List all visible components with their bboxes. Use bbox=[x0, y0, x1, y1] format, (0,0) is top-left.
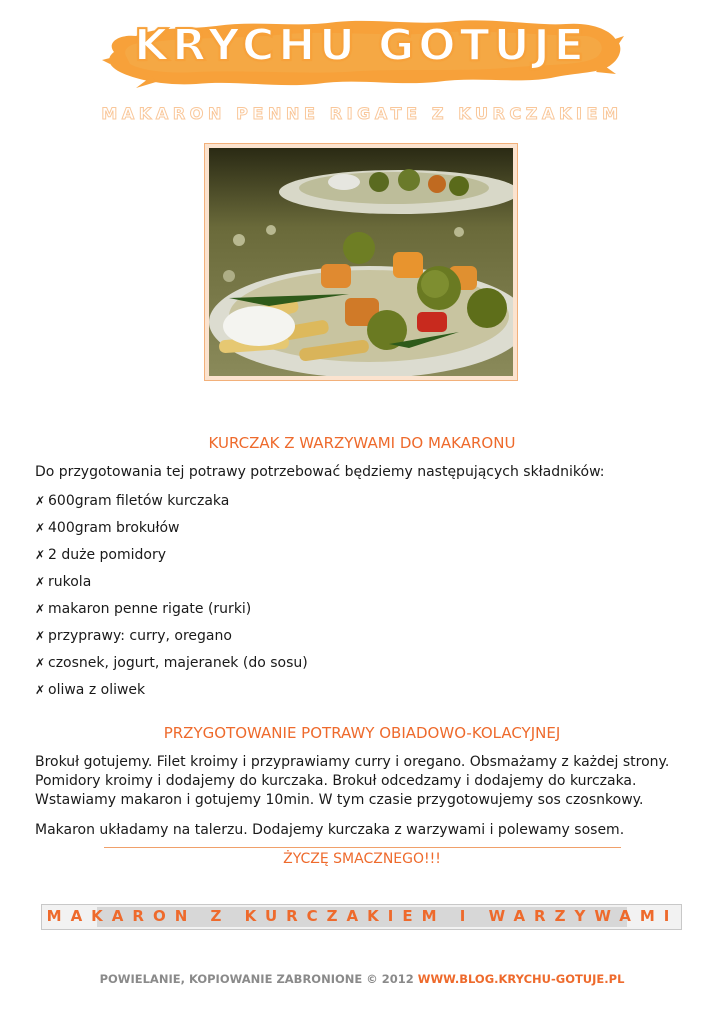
logo-text: KRYCHU GOTUJE bbox=[134, 20, 588, 71]
cross-bullet-icon: ✗ bbox=[35, 629, 46, 643]
preparation-title: PRZYGOTOWANIE POTRAWY OBIADOWO-KOLACYJNEJ bbox=[163, 724, 561, 742]
list-item bbox=[35, 681, 655, 708]
dish-photo bbox=[204, 143, 518, 381]
cross-bullet-icon: ✗ bbox=[35, 602, 46, 616]
recipe-title: KURCZAK Z WARZYWAMI DO MAKARONU bbox=[208, 434, 516, 452]
list-item bbox=[35, 600, 655, 627]
ingredient-text: rukola bbox=[48, 574, 92, 590]
preparation-paragraph-1: Brokuł gotujemy. Filet kroimy i przyprawiamy curry i oregano. Obsmażamy z każdej strony. Pomidory kroimy i dodajemy do kurczaka. Brokuł odcedzamy i dodajemy do kurczaka. Wstawiamy makaron i gotujemy 10min. W tym czasie przygotowujemy sos czosnkowy. bbox=[35, 754, 670, 808]
cross-bullet-icon: ✗ bbox=[35, 494, 46, 508]
ingredient-text: makaron penne rigate (rurki) bbox=[48, 601, 252, 617]
ingredient-text: 2 duże pomidory bbox=[48, 547, 167, 563]
list-item bbox=[35, 573, 655, 600]
list-item bbox=[35, 546, 655, 573]
list-item bbox=[35, 492, 655, 519]
site-logo[interactable] bbox=[96, 12, 626, 90]
list-item bbox=[35, 654, 655, 681]
dish-photo-image bbox=[209, 148, 513, 376]
ingredient-text: oliwa z oliwek bbox=[48, 682, 146, 698]
closing-wish: ŻYCZĘ SMACZNEGO!!! bbox=[283, 851, 441, 867]
copyright-notice: POWIELANIE, KOPIOWANIE ZABRONIONE © 2012 bbox=[99, 972, 418, 986]
cross-bullet-icon: ✗ bbox=[35, 548, 46, 562]
ingredient-text: 400gram brokułów bbox=[48, 520, 180, 536]
blog-link[interactable]: WWW.BLOG.KRYCHU-GOTUJE.PL bbox=[417, 972, 625, 986]
list-item bbox=[35, 627, 655, 654]
banner-text: MAKARON Z KURCZAKIEM I WARZYWAMI bbox=[46, 907, 679, 925]
ingredient-text: przyprawy: curry, oregano bbox=[48, 628, 232, 644]
footer bbox=[0, 972, 724, 986]
cross-bullet-icon: ✗ bbox=[35, 575, 46, 589]
preparation-paragraph-2: Makaron układamy na talerzu. Dodajemy kurczaka z warzywami i polewamy sosem. bbox=[35, 822, 625, 838]
recipe-name-banner bbox=[41, 904, 682, 930]
ingredient-text: 600gram filetów kurczaka bbox=[48, 493, 230, 509]
ingredients-list bbox=[35, 492, 655, 708]
page-subtitle: MAKARON PENNE RIGATE Z KURCZAKIEM bbox=[101, 104, 623, 123]
list-item bbox=[35, 519, 655, 546]
section-divider bbox=[104, 847, 621, 848]
cross-bullet-icon: ✗ bbox=[35, 656, 46, 670]
ingredients-intro: Do przygotowania tej potrawy potrzebować będziemy następujących składników: bbox=[35, 464, 605, 480]
cross-bullet-icon: ✗ bbox=[35, 683, 46, 697]
cross-bullet-icon: ✗ bbox=[35, 521, 46, 535]
ingredient-text: czosnek, jogurt, majeranek (do sosu) bbox=[48, 655, 308, 671]
